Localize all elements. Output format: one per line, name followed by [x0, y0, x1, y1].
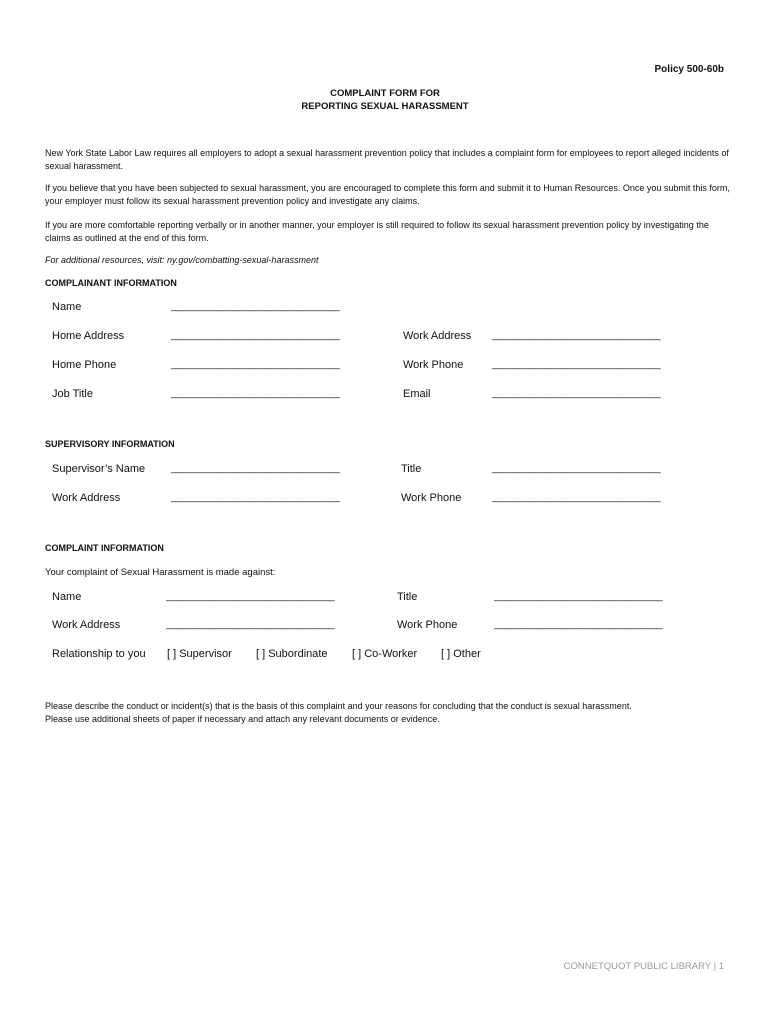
describe-instruction-line-1: Please describe the conduct or incident(s) that is the basis of this complaint and your reasons for concluding that the conduct is sexual harassment. [45, 701, 632, 711]
accused-title-label: Title [397, 591, 418, 603]
accused-name-label: Name [52, 591, 82, 603]
supervisor-name-field[interactable]: ________________________________ [171, 463, 340, 474]
complainant-name-field[interactable]: ________________________________ [171, 301, 340, 312]
relationship-option-coworker[interactable]: [ ] Co-Worker [352, 648, 418, 660]
intro-paragraph-3: If you are more comfortable reporting verbally or in another manner, your employer is still required to follow its sexual harassment prevention policy by investigating the claims as outlined at the end of this form. [45, 220, 709, 243]
accused-name-field[interactable]: ________________________________ [166, 591, 335, 602]
complainant-home-address-label: Home Address [52, 330, 125, 342]
supervisor-title-label: Title [401, 463, 422, 475]
complainant-work-phone-label: Work Phone [403, 359, 464, 371]
complaint-heading: COMPLAINT INFORMATION [45, 543, 164, 553]
intro-paragraph-2: If you believe that you have been subjected to sexual harassment, you are encouraged to complete this form and submit it to Human Resources. Once you submit this form, your employer must follow its sexual harassment prevention policy and investigate any claims. [45, 183, 730, 206]
supervisor-work-address-label: Work Address [52, 492, 121, 504]
supervisor-work-address-field[interactable]: ________________________________ [171, 492, 340, 503]
complainant-work-address-field[interactable]: ________________________________ [492, 330, 661, 341]
supervisor-work-phone-field[interactable]: ________________________________ [492, 492, 661, 503]
complainant-job-title-label: Job Title [52, 388, 93, 400]
accused-work-phone-label: Work Phone [397, 619, 458, 631]
intro-paragraph-1: New York State Labor Law requires all employers to adopt a sexual harassment prevention policy that includes a complaint form for employees to report alleged incidents of sexual harassment. [45, 148, 729, 171]
form-title [0, 87, 770, 113]
accused-work-address-label: Work Address [52, 619, 121, 631]
accused-work-address-field[interactable]: ________________________________ [166, 619, 335, 630]
form-title-line-2: REPORTING SEXUAL HARASSMENT [301, 101, 469, 112]
complainant-job-title-field[interactable]: ________________________________ [171, 388, 340, 399]
complainant-work-phone-field[interactable]: ________________________________ [492, 359, 661, 370]
relationship-option-subordinate[interactable]: [ ] Subordinate [256, 648, 328, 660]
complainant-email-field[interactable]: ________________________________ [492, 388, 661, 399]
supervisor-work-phone-label: Work Phone [401, 492, 462, 504]
complainant-home-address-field[interactable]: ________________________________ [171, 330, 340, 341]
complaint-against-text: Your complaint of Sexual Harassment is made against: [45, 567, 276, 578]
describe-instruction-line-2: Please use additional sheets of paper if necessary and attach any relevant documents or evidence. [45, 714, 440, 724]
relationship-option-supervisor[interactable]: [ ] Supervisor [167, 648, 232, 660]
resources-link-text: For additional resources, visit: ny.gov/combatting-sexual-harassment [45, 255, 319, 265]
form-title-line-1: COMPLAINT FORM FOR [330, 88, 440, 99]
complainant-work-address-label: Work Address [403, 330, 472, 342]
relationship-option-other[interactable]: [ ] Other [441, 648, 481, 660]
accused-work-phone-field[interactable]: ________________________________ [494, 619, 663, 630]
supervisor-title-field[interactable]: ________________________________ [492, 463, 661, 474]
complainant-heading: COMPLAINANT INFORMATION [45, 278, 177, 288]
supervisor-name-label: Supervisor’s Name [52, 463, 146, 475]
complainant-name-label: Name [52, 301, 82, 313]
page-footer: CONNETQUOT PUBLIC LIBRARY | 1 [563, 961, 724, 972]
complainant-email-label: Email [403, 388, 431, 400]
relationship-label: Relationship to you [52, 648, 146, 660]
policy-number: Policy 500-60b [654, 64, 724, 75]
supervisory-heading: SUPERVISORY INFORMATION [45, 439, 175, 449]
complainant-home-phone-field[interactable]: ________________________________ [171, 359, 340, 370]
complainant-home-phone-label: Home Phone [52, 359, 117, 371]
accused-title-field[interactable]: ________________________________ [494, 591, 663, 602]
